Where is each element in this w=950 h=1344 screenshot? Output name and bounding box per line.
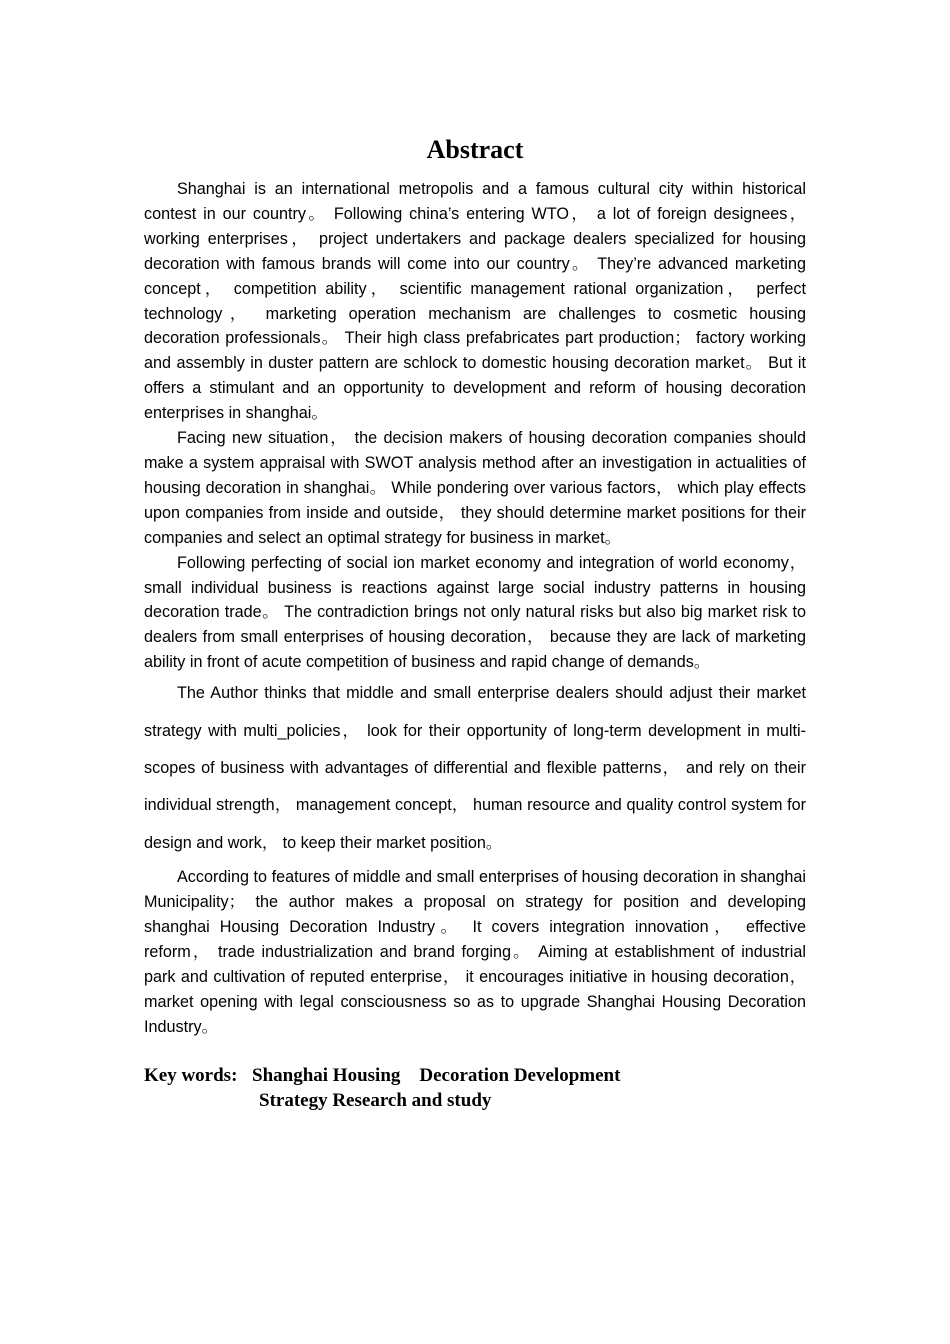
abstract-paragraph-2: Facing new situation， the decision makers of housing decoration companies should make a system appraisal with SWOT analysis method after an investigation in actualities of housing decoration in shanghai。 While pondering over various factors， which play effects upon companies from inside and outside， they should determine market positions for their companies and select an optimal strategy for business in market。 bbox=[144, 429, 806, 547]
abstract-paragraph-3: Following perfecting of social ion market economy and integration of world economy， small individual business is reactions against large social industry patterns in housing decoration trade。 The contradiction brings not only natural risks but also big market risk to dealers from small enterprises of housing decoration， because they are lack of marketing ability in front of acute competition of business and rapid change of demands。 bbox=[144, 553, 806, 672]
keywords-line-1: Shanghai Housing Decoration Development bbox=[252, 1064, 621, 1086]
keywords-row-1 bbox=[144, 1063, 806, 1088]
keywords-line-2: Strategy Research and study bbox=[259, 1089, 492, 1111]
abstract-page bbox=[144, 133, 806, 1113]
abstract-title: Abstract bbox=[426, 135, 524, 164]
keywords-label: Key words: bbox=[144, 1064, 238, 1086]
abstract-paragraph-4: The Author thinks that middle and small enterprise dealers should adjust their market strategy with multi_policies， look for their opportunity of long-term development in multi-scopes of business with advantages of differential and flexible patterns， and rely on their individual strength， management concept， human resource and quality control system for design and work， to keep their market position。 bbox=[144, 684, 806, 852]
abstract-paragraph-1: Shanghai is an international metropolis and a famous cultural city within historical contest in our country。 Following china’s entering WTO， a lot of foreign designees， working enterprises， project undertakers and package dealers specialized for housing decoration with famous brands will come into our country。 They’re advanced marketing concept， competition ability， scientific management rational organization， perfect technology， marketing operation mechanism are challenges to cosmetic housing decoration professionals。 Their high class prefabricates part production； factory working and assembly in duster pattern are schlock to domestic housing decoration market。 But it offers a stimulant and an opportunity to development and reform of housing decoration enterprises in shanghai。 bbox=[144, 180, 806, 423]
keywords-block bbox=[144, 1063, 806, 1113]
keywords-row-2 bbox=[144, 1088, 806, 1113]
abstract-paragraph-5: According to features of middle and small enterprises of housing decoration in shanghai Municipality； the author makes a proposal on strategy for position and developing shanghai Housing Decoration Industry。 It covers integration innovation， effective reform， trade industrialization and brand forging。 Aiming at establishment of industrial park and cultivation of reputed enterprise， it encourages initiative in housing decoration， market opening with legal consciousness so as to upgrade Shanghai Housing Decoration Industry。 bbox=[144, 868, 806, 1036]
